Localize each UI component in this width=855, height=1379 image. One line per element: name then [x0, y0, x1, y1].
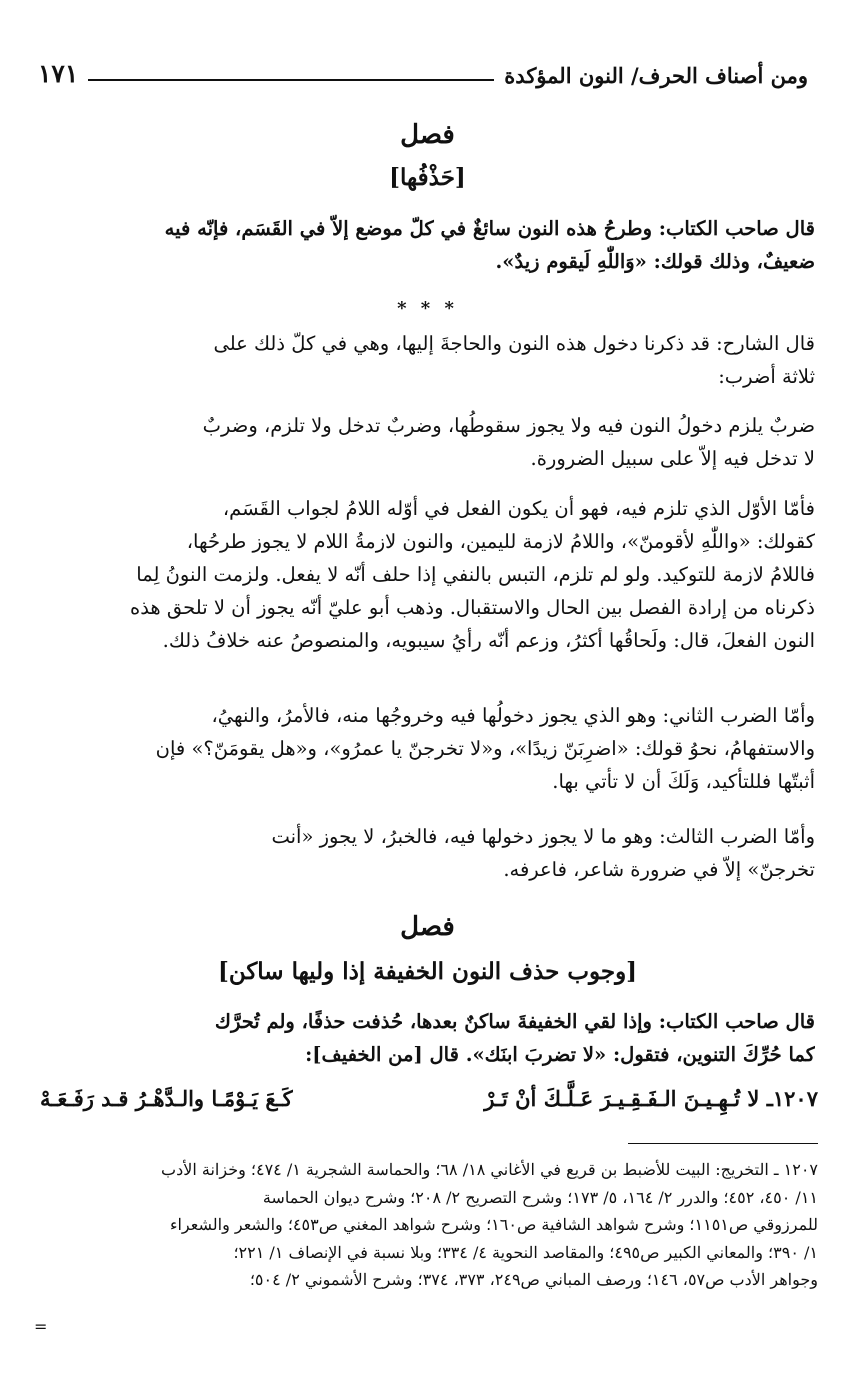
section-subheading: [وجوب حذف النون الخفيفة إذا وليها ساكن] — [217, 958, 638, 985]
verse-second-hemistich: كَـعَ يَـوْمًـا والـدَّهْـرُ قـد رَفَـعَـهْ — [40, 1086, 293, 1111]
footnote — [40, 1156, 818, 1294]
book-text-paragraph — [40, 212, 815, 278]
footnote-line: للمرزوقي ص١١٥١؛ وشرح شواهد الشافية ص١٦٠؛ وشرح شواهد المغني ص٤٥٣؛ والشعر والشعراء — [169, 1215, 818, 1234]
text-line: وأمّا الضرب الثاني: وهو الذي يجوز دخولُها فيه وخروجُها منه، فالأمرُ، والنهيُ، — [211, 704, 815, 727]
continuation-mark: = — [34, 1317, 48, 1336]
commentary-paragraph — [40, 492, 815, 657]
text-line: قال صاحب الكتاب: وطرحُ هذه النون سائغٌ في كلّ موضع إلاّ في القَسَم، فإنّه فيه — [164, 217, 815, 240]
footnote-line: ١/ ٣٩٠؛ والمعاني الكبير ص٤٩٥؛ والمقاصد النحوية ٤/ ٣٣٤؛ وبلا نسبة في الإنصاف ١/ ٢٢١؛ — [233, 1242, 818, 1262]
text-line: ضربٌ يلزم دخولُ النون فيه ولا يجوز سقوطُها، وضربٌ تدخل ولا تلزم، وضربٌ — [202, 414, 815, 437]
text-line: النون الفعلَ، قال: ولَحاقُها أكثرُ، وزعم أنّه رأيُ سيبويه، والمنصوصُ عنه خلافُ ذلك. — [162, 629, 815, 652]
text-line: فأمّا الأوّل الذي تلزم فيه، فهو أن يكون الفعل في أوّله اللامُ لجواب القَسَم، — [222, 497, 815, 520]
text-line: ثلاثة أضرب: — [718, 365, 815, 388]
text-line: ضعيفٌ، وذلك قولك: «وَاللّٰهِ لَيقوم زيدٌ». — [495, 250, 815, 273]
section-heading: فصل — [400, 120, 455, 150]
commentary-paragraph — [40, 409, 815, 475]
page-number: ١٧١ — [38, 59, 79, 88]
verse-first-hemistich: ١٢٠٧ـ لا تُـهِـيـنَ الـفَـقِـيـرَ عَـلَّـكَ أنْ تَـرْ — [484, 1086, 818, 1111]
running-title: ومن أصناف الحرف/ النون المؤكدة — [504, 63, 808, 88]
page-header — [38, 48, 808, 88]
section-heading: فصل — [400, 912, 455, 942]
text-line: كما حُرِّكَ التنوين، فتقول: «لا تضربَ ابنَك». قال [من الخفيف]: — [305, 1043, 815, 1066]
commentary-paragraph — [40, 820, 815, 886]
header-rule — [88, 79, 494, 81]
footnote-line: ١٢٠٧ ـ التخريج: البيت للأضبط بن قريع في الأغاني ١٨/ ٦٨؛ والحماسة الشجرية ١/ ٤٧٤؛ وخزانة الأدب — [161, 1160, 818, 1179]
footnote-line: ١١/ ٤٥٠، ٤٥٢؛ والدرر ٢/ ١٦٤، ٥/ ١٧٣؛ وشرح التصريح ٢/ ٢٠٨؛ وشرح ديوان الحماسة — [262, 1187, 818, 1207]
text-line: تخرجنّ» إلاّ في ضرورة شاعر، فاعرفه. — [503, 858, 815, 881]
text-line: قال الشارح: قد ذكرنا دخول هذه النون والحاجةَ إليها، وهي في كلّ ذلك على — [213, 332, 815, 355]
text-line: أثبتّها فللتأكيد، وَلَكَ أن لا تأتي بها. — [552, 770, 815, 793]
separator-stars: * * * — [397, 298, 458, 319]
footnote-line: وجواهر الأدب ص٥٧، ١٤٦؛ ورصف المباني ص٢٤٩، ٣٧٣، ٣٧٤؛ وشرح الأشموني ٢/ ٥٠٤؛ — [249, 1270, 818, 1289]
text-line: قال صاحب الكتاب: وإذا لقي الخفيفةَ ساكنٌ بعدها، حُذفت حذفًا، ولم تُحرَّك — [214, 1010, 815, 1033]
text-line: لا تدخل فيه إلاّ على سبيل الضرورة. — [530, 447, 815, 470]
text-line: كقولك: «واللّٰهِ لأقومنّ»، واللامُ لازمة لليمين، والنون لازمةُ اللام لا يجوز طرحُها، — [186, 530, 815, 553]
text-line: والاستفهامُ، نحوُ قولك: «اضرِبَنّ زيدًا»، و«لا تخرجنّ يا عمرُو»، و«هل يقومَنّ؟» فإن — [155, 737, 815, 760]
text-line: ذكرناه من إرادة الفصل بين الحال والاستقبال. وذهب أبو عليّ أنّه يجوز أن لا تلحق هذه — [129, 596, 815, 619]
commentary-paragraph — [40, 699, 815, 798]
commentary-paragraph — [40, 327, 815, 393]
footnote-rule — [628, 1143, 818, 1144]
text-line: وأمّا الضرب الثالث: وهو ما لا يجوز دخولها فيه، فالخبرُ، لا يجوز «أنت — [271, 825, 815, 848]
poetry-verse — [40, 1086, 818, 1126]
book-text-paragraph — [40, 1005, 815, 1071]
text-line: فاللامُ لازمة للتوكيد. ولو لم تلزم، التبس بالنفي إذا حلف أنّه لا يفعل. ولزمت النونُ لِما — [136, 563, 815, 586]
section-subheading: [حَذْفُها] — [389, 164, 466, 191]
